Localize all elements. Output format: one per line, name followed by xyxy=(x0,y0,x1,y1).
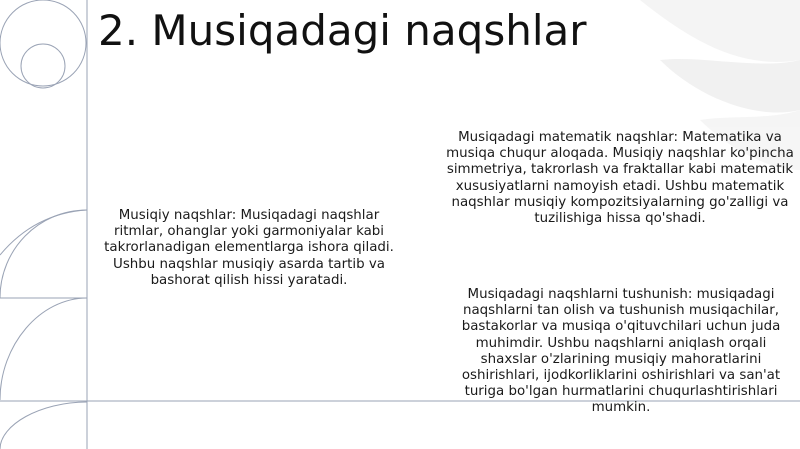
arc-bottom xyxy=(0,298,87,400)
circle-small-top xyxy=(21,44,65,88)
arc-bottom-lower xyxy=(0,402,87,449)
arc-middle-outer xyxy=(0,210,87,255)
left-paragraph: Musiqiy naqshlar: Musiqadagi naqshlar ritmlar, ohanglar yoki garmoniyalar kabi takrorlanadigan elementlarga ishora qiladi. Ushbu naqshlar musiqiy asarda tartib va bashorat qilish hissi yaratadi. xyxy=(104,208,394,288)
slide-title: 2. Musiqadagi naqshlar xyxy=(98,6,587,55)
circle-large-top xyxy=(0,0,86,86)
arc-middle xyxy=(0,210,87,298)
right-bottom-paragraph: Musiqadagi naqshlarni tushunish: musiqadagi naqshlarni tan olish va tushunish musiqachilar, bastakorlar va musiqa o'qituvchilari uchun juda muhimdir. Ushbu naqshlarni aniqlash orqali shaxslar o'zlarining musiqiy mahoratlarini oshirishlari, ijodkorliklarini oshirishlari va san'at turiga bo'lgan hurmatlarini chuqurlashtirishlari mumkin. xyxy=(461,287,781,416)
right-top-paragraph: Musiqadagi matematik naqshlar: Matematika va musiqa chuqur aloqada. Musiqiy naqshlar ko'pincha simmetriya, takrorlash va fraktallar kabi matematik xususiyatlarni namoyish etadi. Ushbu matematik naqshlar musiqiy kompozitsiyalarning go'zalligi va tuzilishiga hissa qo'shadi. xyxy=(446,130,794,227)
